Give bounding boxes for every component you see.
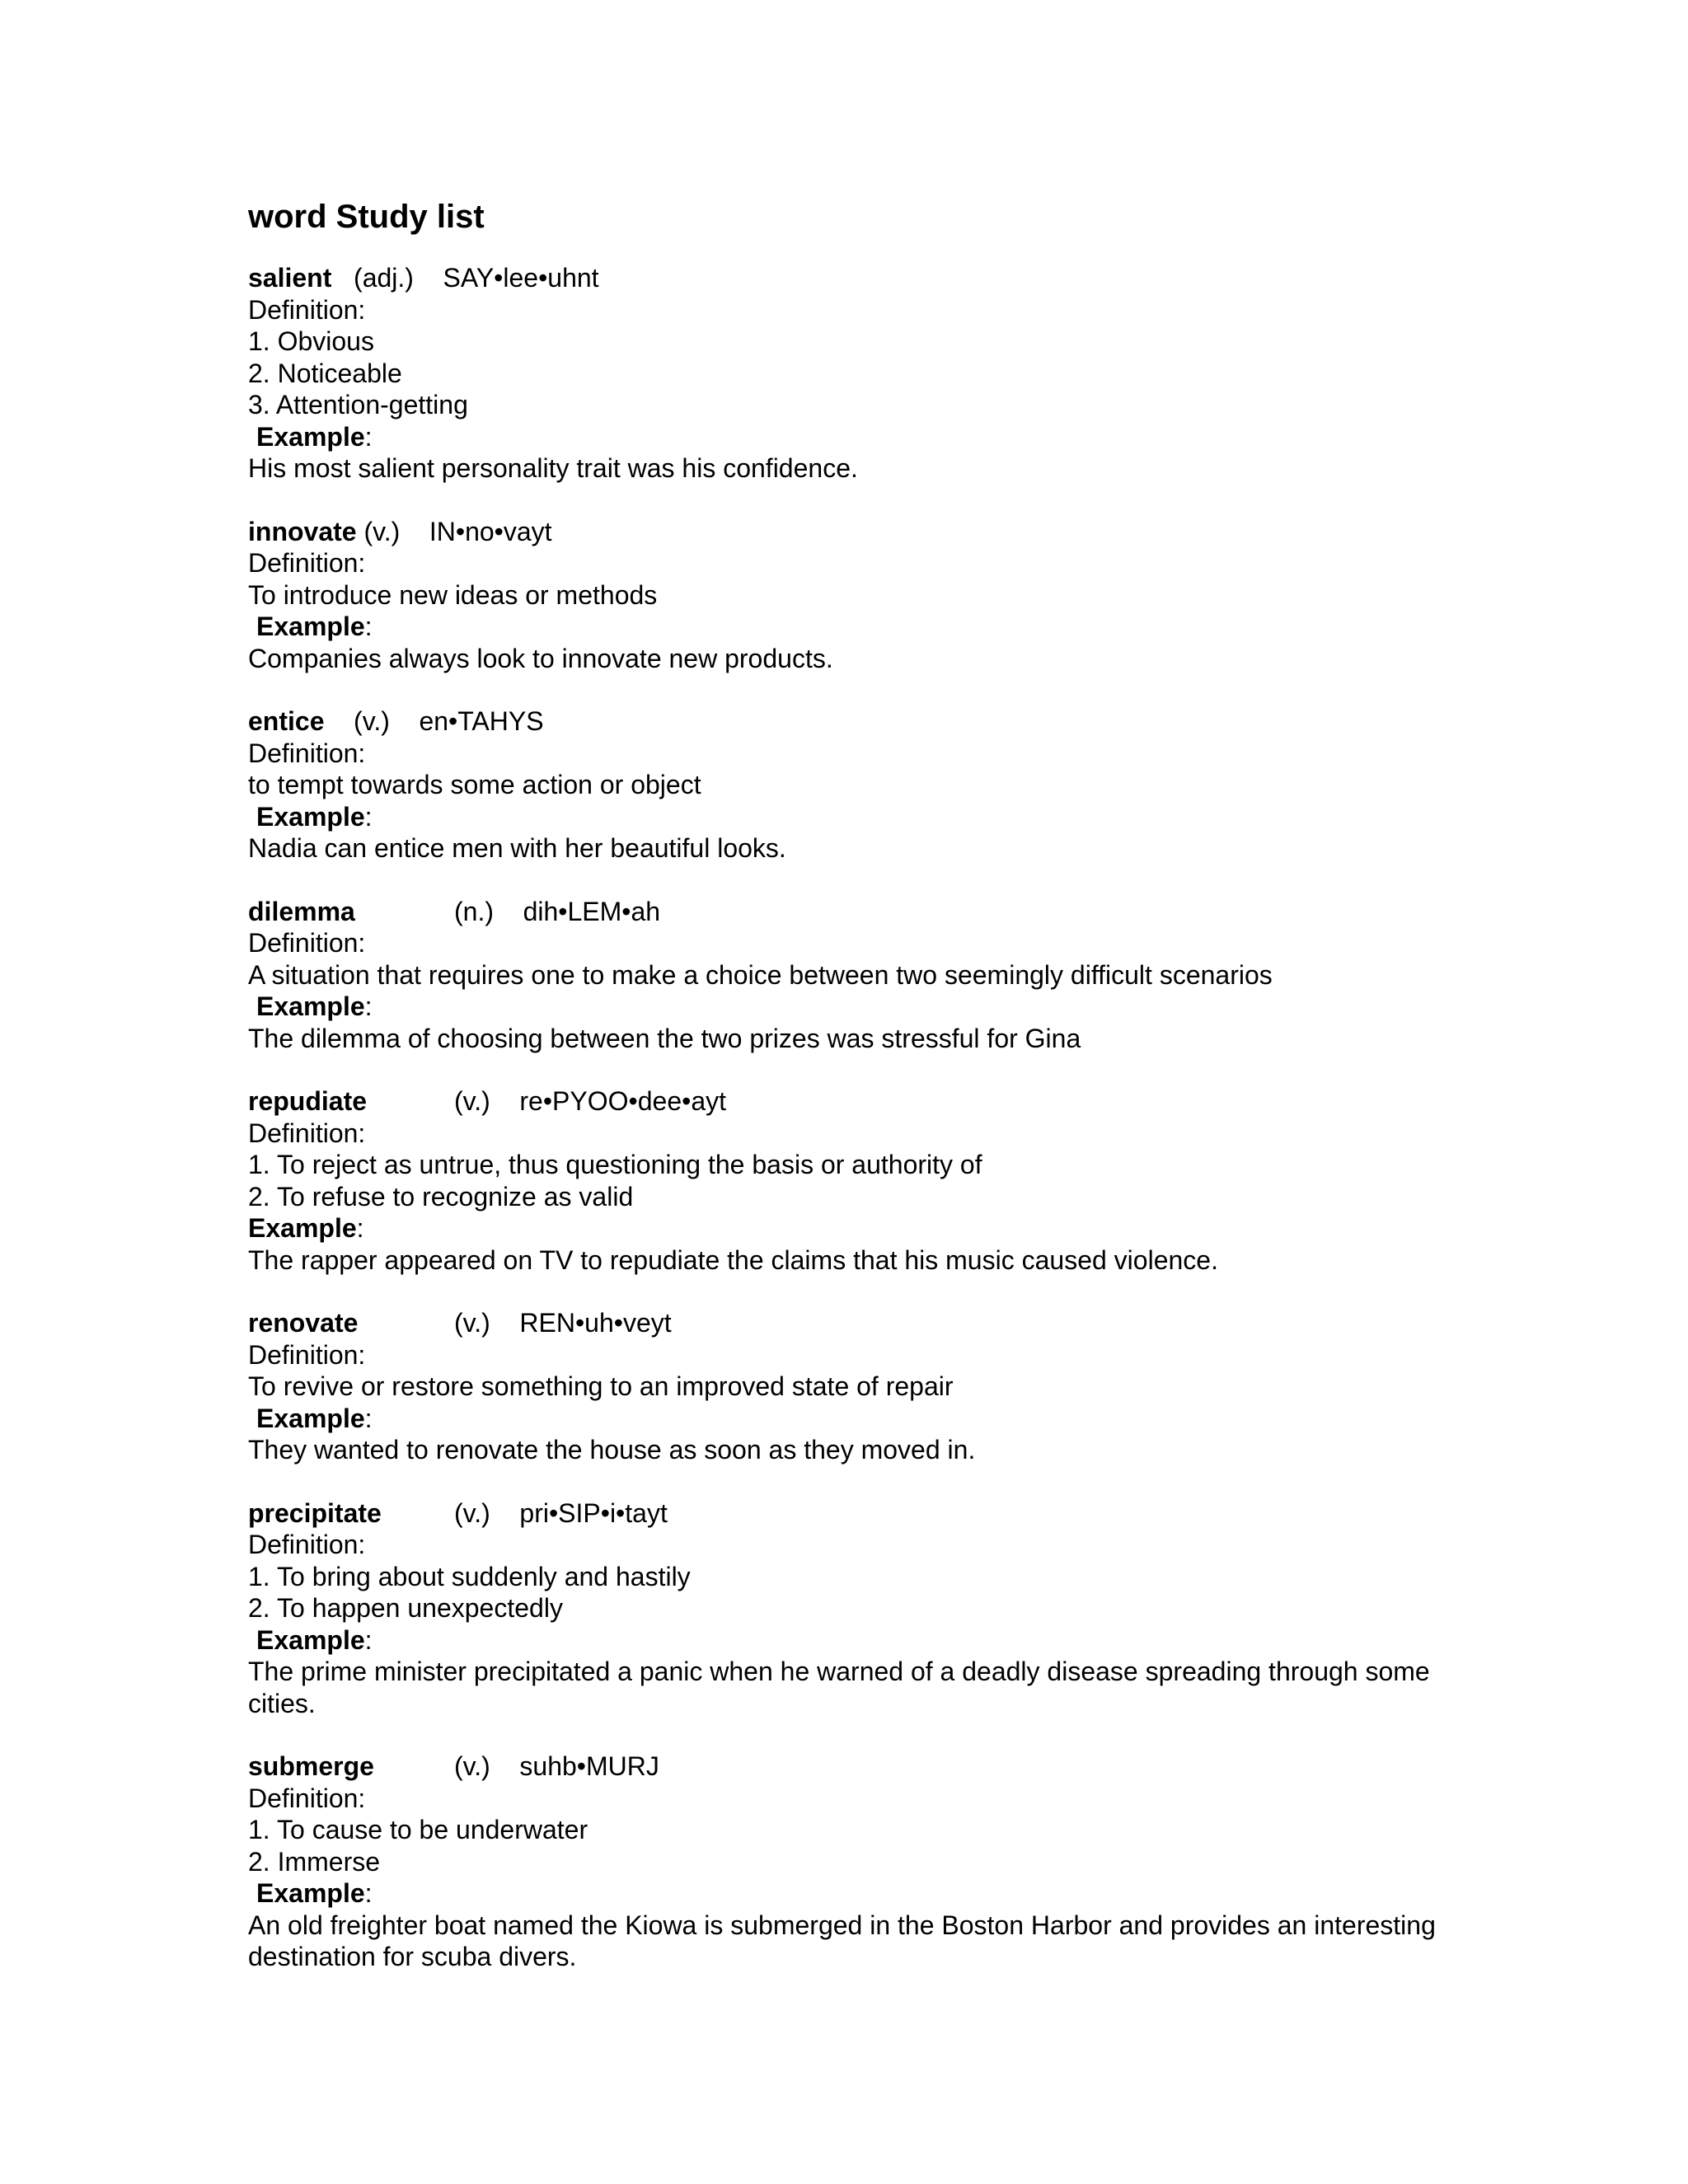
example-label-line bbox=[248, 991, 1451, 1023]
entry-word: precipitate bbox=[248, 1497, 382, 1528]
example-sentence: His most salient personality trait was his confidence. bbox=[248, 453, 858, 483]
example-label: Example bbox=[256, 1878, 365, 1908]
definition-label: Definition: bbox=[248, 928, 366, 958]
example-sentence: They wanted to renovate the house as soon as they moved in. bbox=[248, 1435, 976, 1465]
example-label-line bbox=[248, 1624, 1451, 1657]
example-label: Example bbox=[256, 421, 365, 452]
example-label-line bbox=[248, 1212, 1451, 1244]
example-sentence: Nadia can entice men with her beautiful looks. bbox=[248, 833, 786, 863]
example-label-line bbox=[248, 801, 1451, 833]
definition-label: Definition: bbox=[248, 1530, 366, 1559]
vocab-entry-submerge bbox=[248, 1750, 1451, 1973]
example-colon: : bbox=[364, 421, 373, 452]
example-label-line bbox=[248, 421, 1451, 453]
entry-word: submerge bbox=[248, 1751, 374, 1781]
example-label: Example bbox=[256, 612, 365, 641]
definition-line: To introduce new ideas or methods bbox=[248, 579, 658, 610]
example-colon: : bbox=[364, 1403, 373, 1433]
entry-part-of-speech: (adj.) bbox=[354, 263, 414, 293]
definition-line: 1. To reject as untrue, thus questioning the basis or authority of bbox=[248, 1150, 982, 1179]
entry-word: repudiate bbox=[248, 1086, 368, 1116]
definition-label: Definition: bbox=[248, 1339, 366, 1370]
definition-label: Definition: bbox=[248, 548, 366, 578]
definition-label: Definition: bbox=[248, 738, 366, 768]
example-colon: : bbox=[356, 1213, 364, 1243]
vocab-entry-repudiate bbox=[248, 1085, 1451, 1276]
definition-line: To revive or restore something to an improved state of repair bbox=[248, 1371, 954, 1401]
entry-part-of-speech: (v.) bbox=[454, 1086, 490, 1116]
entry-pronunciation: dih•LEM•ah bbox=[523, 896, 661, 926]
entry-heading bbox=[248, 516, 1451, 548]
example-sentence: The rapper appeared on TV to repudiate the claims that his music caused violence. bbox=[248, 1244, 1218, 1275]
entry-pronunciation: IN•no•vayt bbox=[429, 516, 552, 546]
definition-label: Definition: bbox=[248, 1118, 366, 1148]
entry-part-of-speech: (v.) bbox=[354, 706, 390, 736]
entry-word: entice bbox=[248, 706, 325, 736]
definition-line: 1. To cause to be underwater bbox=[248, 1815, 588, 1844]
example-label-line bbox=[248, 1877, 1451, 1910]
vocab-entry-innovate bbox=[248, 516, 1451, 675]
entry-heading bbox=[248, 1497, 1451, 1530]
definition-line: 1. To bring about suddenly and hastily bbox=[248, 1561, 691, 1591]
entry-word: dilemma bbox=[248, 896, 355, 926]
example-sentence: The prime minister precipitated a panic when he warned of a deadly disease spreading through some cities. bbox=[248, 1657, 1430, 1718]
entry-part-of-speech: (v.) bbox=[363, 516, 401, 546]
definition-line: 2. To refuse to recognize as valid bbox=[248, 1181, 634, 1212]
document-title: word Study list bbox=[248, 199, 485, 235]
definition-line: 2. Noticeable bbox=[248, 358, 402, 388]
entry-pronunciation: suhb•MURJ bbox=[519, 1751, 659, 1781]
example-label: Example bbox=[248, 1213, 357, 1243]
example-sentence: An old freighter boat named the Kiowa is submerged in the Boston Harbor and provides an interesting destination for scuba divers. bbox=[248, 1910, 1436, 1971]
example-label: Example bbox=[256, 1403, 365, 1433]
vocab-entry-salient bbox=[248, 262, 1451, 485]
entry-part-of-speech: (v.) bbox=[454, 1751, 490, 1781]
entry-heading bbox=[248, 262, 1451, 294]
entry-part-of-speech: (v.) bbox=[454, 1497, 490, 1528]
entry-word: innovate bbox=[248, 516, 357, 546]
example-colon: : bbox=[364, 612, 373, 641]
entry-pronunciation: pri•SIP•i•tayt bbox=[519, 1497, 668, 1528]
document-page bbox=[248, 194, 1451, 2004]
definition-label: Definition: bbox=[248, 294, 366, 325]
entry-part-of-speech: (n.) bbox=[454, 896, 494, 926]
entry-part-of-speech: (v.) bbox=[454, 1308, 490, 1338]
definition-line: A situation that requires one to make a choice between two seemingly difficult scenarios bbox=[248, 959, 1273, 990]
example-sentence: The dilemma of choosing between the two prizes was stressful for Gina bbox=[248, 1023, 1081, 1053]
entry-pronunciation: re•PYOO•dee•ayt bbox=[519, 1086, 726, 1116]
definition-line: 2. To happen unexpectedly bbox=[248, 1593, 563, 1623]
vocab-entry-dilemma bbox=[248, 896, 1451, 1055]
example-label: Example bbox=[256, 1624, 365, 1655]
entry-heading bbox=[248, 1085, 1451, 1118]
example-label-line bbox=[248, 1403, 1451, 1435]
entry-heading bbox=[248, 1750, 1451, 1783]
definition-line: 3. Attention-getting bbox=[248, 390, 468, 419]
vocab-entry-entice bbox=[248, 705, 1451, 865]
example-colon: : bbox=[364, 801, 373, 832]
entry-pronunciation: REN•uh•veyt bbox=[519, 1308, 672, 1338]
vocab-entry-precipitate bbox=[248, 1497, 1451, 1720]
entry-pronunciation: SAY•lee•uhnt bbox=[443, 263, 599, 293]
example-sentence: Companies always look to innovate new products. bbox=[248, 643, 833, 673]
vocab-entry-renovate bbox=[248, 1307, 1451, 1466]
entry-word: salient bbox=[248, 263, 332, 293]
example-label: Example bbox=[256, 801, 365, 832]
example-colon: : bbox=[364, 1878, 373, 1908]
entry-pronunciation: en•TAHYS bbox=[419, 706, 544, 736]
entry-word: renovate bbox=[248, 1308, 359, 1338]
entry-heading bbox=[248, 896, 1451, 928]
entry-heading bbox=[248, 1307, 1451, 1339]
example-colon: : bbox=[364, 1624, 373, 1655]
example-label: Example bbox=[256, 991, 365, 1021]
example-colon: : bbox=[364, 991, 373, 1021]
example-label-line bbox=[248, 611, 1451, 643]
definition-line: 1. Obvious bbox=[248, 326, 374, 356]
entry-heading bbox=[248, 705, 1451, 738]
definition-label: Definition: bbox=[248, 1783, 366, 1813]
definition-line: to tempt towards some action or object bbox=[248, 770, 701, 799]
definition-line: 2. Immerse bbox=[248, 1846, 381, 1877]
